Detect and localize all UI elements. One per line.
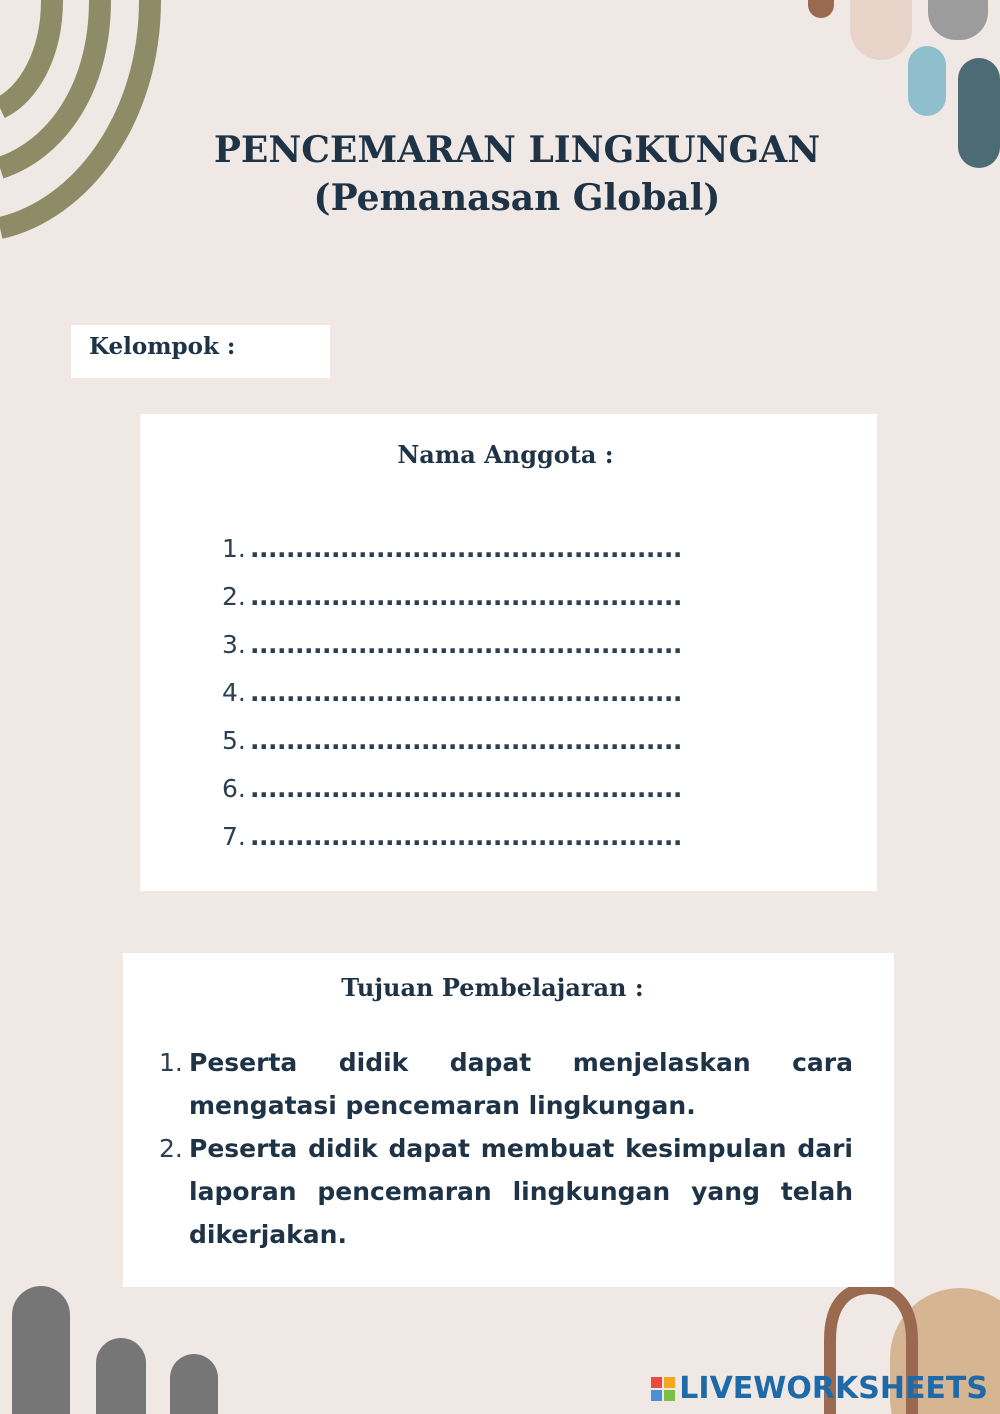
member-line[interactable] (222, 534, 682, 582)
brand-name: LIVEWORKSHEETS (679, 1371, 988, 1406)
liveworksheets-logo[interactable] (651, 1371, 988, 1406)
objective-number: 1. (159, 1048, 183, 1077)
member-number: 7. (222, 822, 246, 851)
member-number: 6. (222, 774, 246, 803)
objective-text: Peserta didik dapat membuat kesimpulan dari laporan pencemaran lingkungan yang telah dikerjakan. (189, 1134, 853, 1249)
member-number: 5. (222, 726, 246, 755)
member-list (222, 534, 682, 870)
member-blank: ................................................ (250, 534, 682, 563)
member-blank: ................................................ (250, 630, 682, 659)
objective-number: 2. (159, 1134, 183, 1163)
member-line[interactable] (222, 822, 682, 870)
member-blank: ................................................ (250, 582, 682, 611)
member-line[interactable] (222, 678, 682, 726)
bottom-left-pillars-decoration (0, 1280, 240, 1414)
member-blank: ................................................ (250, 774, 682, 803)
learning-objectives-card (123, 953, 894, 1287)
learning-objectives-heading: Tujuan Pembelajaran : (341, 973, 644, 1002)
objective-item (159, 1041, 853, 1127)
member-line[interactable] (222, 630, 682, 678)
title-subtitle: (Pemanasan Global) (313, 177, 721, 219)
kelompok-field[interactable] (71, 325, 330, 378)
worksheet-title (0, 128, 1000, 220)
kelompok-label: Kelompok : (89, 333, 236, 360)
member-blank: ................................................ (250, 678, 682, 707)
member-names-heading: Nama Anggota : (397, 440, 614, 469)
liveworksheets-icon (651, 1377, 675, 1401)
objective-item (159, 1127, 853, 1256)
member-number: 2. (222, 582, 246, 611)
member-names-card (140, 414, 877, 891)
objectives-list (159, 1041, 853, 1256)
objective-text: Peserta didik dapat menjelaskan cara mengatasi pencemaran lingkungan. (189, 1048, 853, 1120)
member-number: 3. (222, 630, 246, 659)
member-number: 1. (222, 534, 246, 563)
member-line[interactable] (222, 582, 682, 630)
member-line[interactable] (222, 774, 682, 822)
member-line[interactable] (222, 726, 682, 774)
member-number: 4. (222, 678, 246, 707)
title-main: PENCEMARAN LINGKUNGAN (213, 129, 821, 171)
member-blank: ................................................ (250, 726, 682, 755)
member-blank: ................................................ (250, 822, 682, 851)
